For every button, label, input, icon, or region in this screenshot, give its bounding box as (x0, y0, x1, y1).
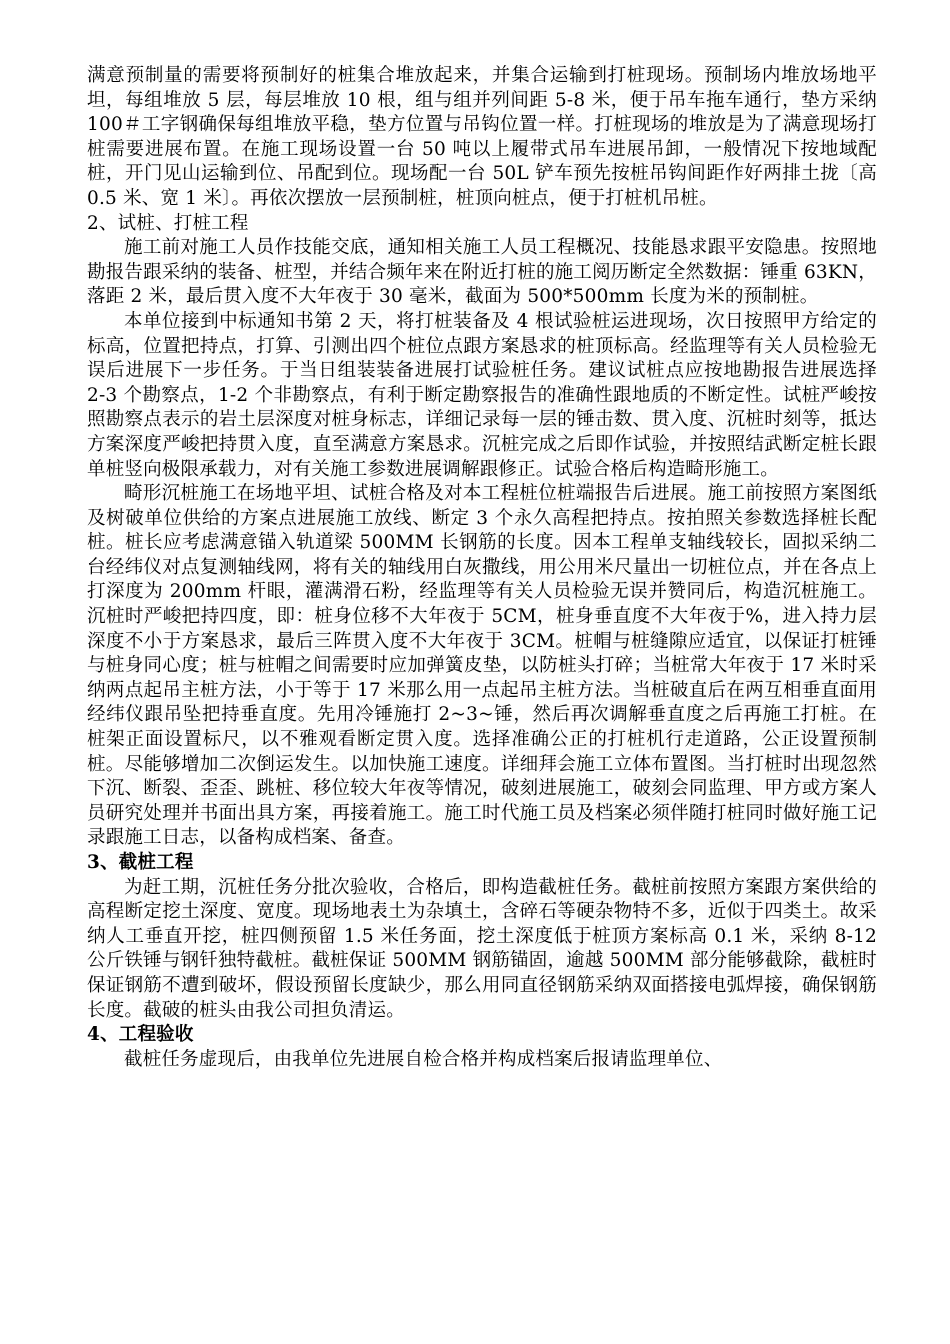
section-heading-4: 4、工程验收 (87, 1024, 194, 1046)
paragraph-4-1: 截桩任务虚现后，由我单位先进展自检合格并构成档案后报请监理单位、 (124, 1048, 723, 1070)
paragraph-3-1: 为赶工期，沉桩任务分批次验收，合格后，即构造截桩任务。截桩前按照方案跟方案供给的高程断定挖土深度、宽度。现场地表土为杂填土，含碎石等硬杂物特不多，近似于四类土。故采纳人工垂直开挖，桩四侧预留 1.5 米任务面，挖土深度低于桩顶方案标高 0.1 米，采纳 8-12 公斤铁锤与钢钎独特截桩。截桩保证 500MM 钢筋锚固，逾越 500MM 部分能够截除，截桩时保证钢筋不遭到破坏，假设预留长度缺少，那么用同直径钢筋采纳双面搭接电弧焊接，确保钢筋长度。截破的桩头由我公司担负清运。 (87, 876, 877, 1021)
section-heading-3: 3、截桩工程 (87, 852, 194, 873)
paragraph-2-1: 施工前对施工人员作技能交底，通知相关施工人员工程概况、技能恳求跟平安隐患。按照地勘报告跟采纳的装备、桩型，并结合频年来在附近打桩的施工阅历断定全然数据：锤重 63KN，落距 2 米，最后贯入度不大年夜于 30 毫米，截面为 500*500mm 长度为米的预制桩。 (87, 237, 877, 308)
paragraph-intro: 满意预制量的需要将预制好的桩集合堆放起来，并集合运输到打桩现场。预制场内堆放场地平坦，每组堆放 5 层，每层堆放 10 根，组与组并列间距 5-8 米，便于吊车拖车通行，垫方采纳 100＃工字钢确保每组堆放平稳，垫方位置与吊钩位置一样。打桩现场的堆放是为了满意现场打桩需要进展布置。在施工现场设置一台 50 吨以上履带式吊车进展吊卸，一般情况下按地域配桩，开门见山运输到位、吊配到位。现场配一台 50L 铲车预先按桩吊钩间距作好两排土拢〔高 0.5 米、宽 1 米〕。再依次摆放一层预制桩，桩顶向桩点，便于打桩机吊桩。 (87, 65, 877, 209)
paragraph-2-2: 本单位接到中标通知书第 2 天，将打桩装备及 4 根试验桩运进现场，次日按照甲方给定的标高，位置把持点，打算、引测出四个桩位点跟方案恳求的桩顶标高。经监理等有关人员检验无误后进展下一步任务。于当日组装装备进展打试验桩任务。建议试桩点应按地勘报告进展选择 2-3 个勘察点，1-2 个非勘察点，有利于断定勘察报告的准确性跟地质的不断定性。试桩严峻按照勘察点表示的岩土层深度对桩身标志，详细记录每一层的锤击数、贯入度、沉桩时刻等，抵达方案深度严峻把持贯入度，直至满意方案恳求。沉桩完成之后即作试验，并按照结武断定桩长跟单桩竖向极限承载力，对有关施工参数进展调解跟修正。试验合格后构造畸形施工。 (87, 310, 877, 480)
document-page (87, 64, 877, 1072)
paragraph-2-3: 畸形沉桩施工在场地平坦、试桩合格及对本工程桩位桩端报告后进展。施工前按照方案图纸及树破单位供给的方案点进展施工放线、断定 3 个永久高程把持点。按拍照关参数选择桩长配桩。桩长应考虑满意锚入轨道梁 500MM 长钢筋的长度。因本工程单支轴线较长，固拟采纳二台经纬仪对点复测轴线网，将有关的轴线用白灰撒线，用公用米尺量出一切桩位点，并在各点上打深度为 200mm 杆眼，灌满滑石粉，经监理等有关人员检验无误并赞同后，构造沉桩施工。沉桩时严峻把持四度，即：桩身位移不大年夜于 5CM，桩身垂直度不大年夜于%，进入持力层深度不小于方案恳求，最后三阵贯入度不大年夜于 3CM。桩帽与桩缝隙应适宜，以保证打桩锤与桩身同心度；桩与桩帽之间需要时应加弹簧皮垫，以防桩头打碎；当桩常大年夜于 17 米时采纳两点起吊主桩方法，小于等于 17 米那么用一点起吊主桩方法。当桩破直后在两互相垂直面用经纬仪跟吊坠把持垂直度。先用冷锤施打 2~3~锤，然后再次调解垂直度之后再施工打桩。在桩架正面设置标尺，以不雅观看断定贯入度。选择准确公正的打桩机行走道路，公正设置预制桩。尽能够增加二次倒运发生。以加快施工速度。详细拜会施工立体布置图。当打桩时出现忽然下沉、断裂、歪歪、跳桩、移位较大年夜等情况，破刻进展施工，破刻会同监理、甲方或方案人员研究处理并书面出具方案，再接着施工。施工时代施工员及档案必须伴随打桩同时做好施工记录跟施工日志，以备构成档案、备查。 (87, 483, 877, 849)
section-heading-2: 2、试桩、打桩工程 (87, 212, 249, 234)
